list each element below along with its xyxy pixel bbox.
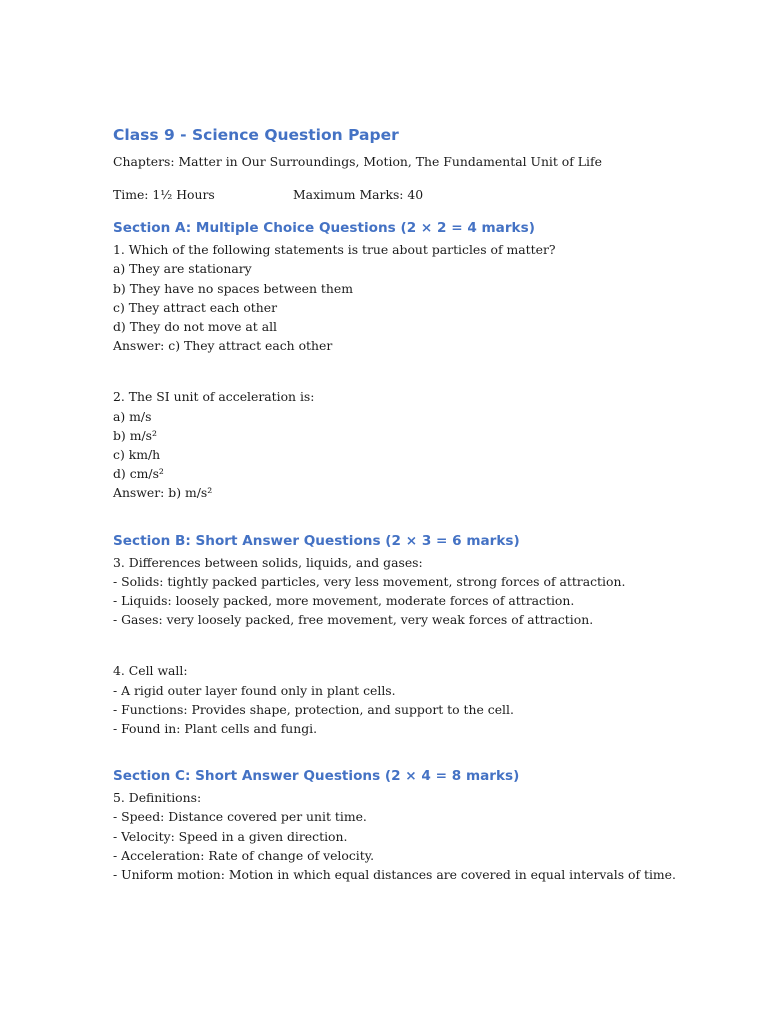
option: d) cm/s²: [113, 466, 164, 482]
question-5: [113, 788, 733, 884]
section-b-heading: Section B: Short Answer Questions (2 × 3 = 6 marks): [113, 532, 520, 549]
option: a) They are stationary: [113, 261, 252, 277]
question-paper: [113, 124, 733, 884]
section-c-heading: Section C: Short Answer Questions (2 × 4 = 8 marks): [113, 768, 520, 785]
question-text: 4. Cell wall:: [113, 663, 188, 679]
answer: Answer: c) They attract each other: [113, 338, 333, 354]
answer-point: - Uniform motion: Motion in which equal distances are covered in equal intervals of time.: [113, 867, 676, 883]
chapters-line: Chapters: Matter in Our Surroundings, Motion, The Fundamental Unit of Life: [113, 154, 602, 169]
answer-point: - Found in: Plant cells and fungi.: [113, 721, 318, 737]
maximum-marks: Maximum Marks: 40: [293, 187, 424, 203]
page-title: Class 9 - Science Question Paper: [113, 126, 399, 144]
question-4: [113, 661, 733, 738]
time-allowed: Time: 1½ Hours: [113, 187, 215, 203]
option: b) m/s²: [113, 427, 157, 443]
answer-point: - Functions: Provides shape, protection, and support to the cell.: [113, 701, 514, 717]
answer-point: - Speed: Distance covered per unit time.: [113, 809, 367, 825]
question-1: [113, 240, 733, 355]
answer-point: - Solids: tightly packed particles, very less movement, strong forces of attraction.: [113, 573, 626, 589]
question-text: 5. Definitions:: [113, 790, 202, 806]
answer: Answer: b) m/s²: [113, 485, 213, 501]
question-text: 3. Differences between solids, liquids, and gases:: [113, 554, 423, 570]
answer-point: - A rigid outer layer found only in plant cells.: [113, 682, 396, 698]
answer-point: - Acceleration: Rate of change of velocity.: [113, 847, 375, 863]
option: c) km/h: [113, 447, 161, 463]
option: d) They do not move at all: [113, 319, 278, 335]
answer-point: - Liquids: loosely packed, more movement, moderate forces of attraction.: [113, 593, 575, 609]
answer-point: - Velocity: Speed in a given direction.: [113, 828, 348, 844]
answer-point: - Gases: very loosely packed, free movement, very weak forces of attraction.: [113, 612, 594, 628]
section-a-heading: Section A: Multiple Choice Questions (2 × 2 = 4 marks): [113, 220, 535, 237]
option: b) They have no spaces between them: [113, 280, 353, 296]
option: a) m/s: [113, 408, 152, 424]
question-text: 2. The SI unit of acceleration is:: [113, 389, 315, 405]
option: c) They attract each other: [113, 299, 277, 315]
question-text: 1. Which of the following statements is true about particles of matter?: [113, 242, 556, 258]
question-2: [113, 387, 733, 502]
exam-meta: [113, 185, 733, 204]
question-3: [113, 553, 733, 630]
